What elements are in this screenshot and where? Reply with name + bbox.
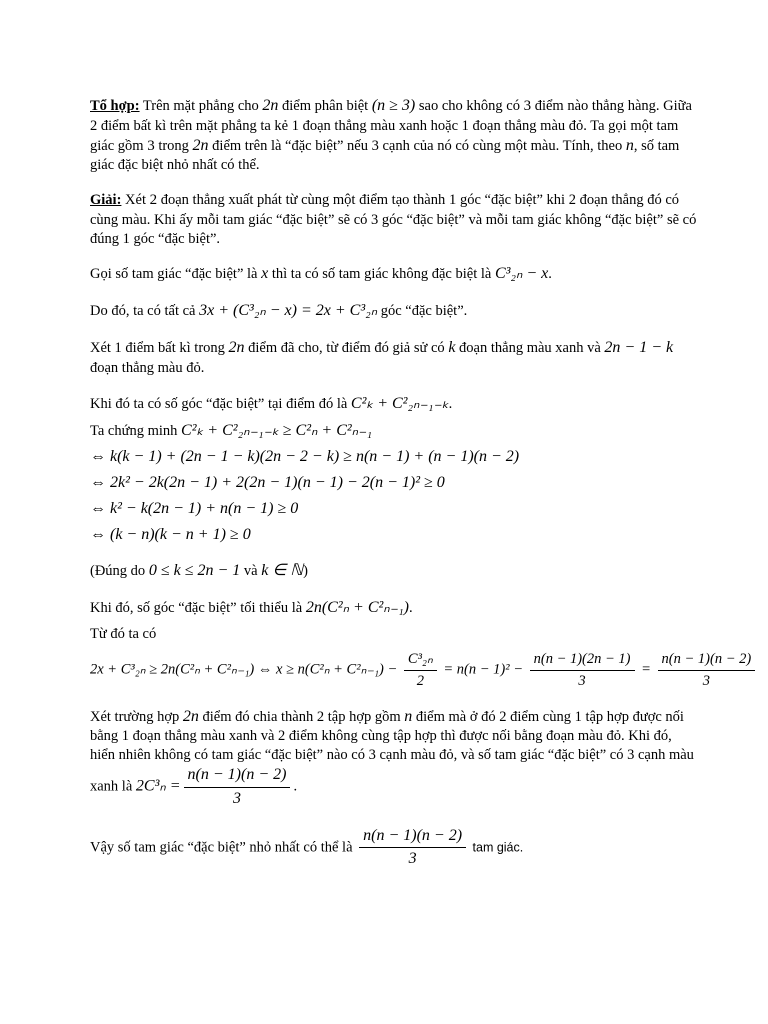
paragraph-minimum-angles: Khi đó, số góc “đặc biệt” tối thiểu là 2n(C²ₙ + C²ₙ₋₁). <box>90 599 413 617</box>
main-inequality: 2x + C³₂ₙ ≥ 2n(C²ₙ + C²ₙ₋₁) ⇔ x ≥ n(C²ₙ + C²ₙ₋₁) − $\frac{\text{C³₂ₙ}}{2}$ = n(n − 1)² − $\frac{n(n - 1)(2n - 1)}{3}$ = $\frac{n(n - 1)(n - 2)}{3}$ <box>90 650 700 691</box>
paragraph-conclusion: Vậy số tam giác “đặc biệt” nhỏ nhất có thể là $\frac{n(n - 1)(n - 2)}{3}$ tam giác. <box>90 826 700 871</box>
math-2n: 2n <box>262 97 279 114</box>
fraction-3: $\frac{n(n - 1)(n - 2)}{3}$ <box>658 650 756 691</box>
paragraph-prove: Ta chứng minh C²ₖ + C²₂ₙ₋₁₋ₖ ≥ C²ₙ + C²ₙ₋₁ <box>90 421 373 439</box>
paragraph-count-nonspecial: Gọi số tam giác “đặc biệt” là x thì ta có số tam giác không đặc biệt là C³₂ₙ − x. <box>90 265 552 283</box>
equivalence-line-2: ⇔ 2k² − 2k(2n − 1) + 2(2n − 1)(n − 1) − 2(n − 1)² ≥ 0 <box>90 474 445 492</box>
solution-paragraph: Giải: Xét 2 đoạn thẳng xuất phát từ cùng một điểm tạo thành 1 góc “đặc biệt” khi 2 đoạn thẳng đó có cùng màu. Khi ấy mỗi tam giác “đặc biệt” sẽ có 3 góc “đặc biệt” và mỗi tam giác không “đặc biệt” sẽ có đúng 1 góc “đặc biệt”. <box>90 192 697 247</box>
document-page <box>90 96 752 876</box>
paragraph-angles-at-point: Khi đó ta có số góc “đặc biệt” tại điểm đó là C²ₖ + C²₂ₙ₋₁₋ₖ. <box>90 394 453 412</box>
paragraph-therefore: Từ đó ta có <box>90 626 157 643</box>
paragraph-total-angles: Do đó, ta có tất cả 3x + (C³₂ₙ − x) = 2x + C³₂ₙ góc “đặc biệt”. <box>90 302 468 320</box>
math-condition: (n ≥ 3) <box>371 97 416 114</box>
fraction-answer: $\frac{n(n - 1)(n - 2)}{3}$ <box>359 826 466 871</box>
math-3: 3 <box>523 98 532 114</box>
fraction-1: $\frac{\text{C³₂ₙ}}{2}$ <box>404 650 437 691</box>
solution-heading: Giải: <box>90 192 122 209</box>
problem-paragraph: Tổ hợp: Trên mặt phẳng cho 2n điểm phân biệt (n ≥ 3) sao cho không có 3 điểm nào thẳng hàng. Giữa 2 điểm bất kì trên mặt phẳng ta kẻ 1 đoạn thẳng màu xanh hoặc 1 đoạn thẳng màu đỏ. Ta gọi một tam giác gồm 3 trong 2n điểm trên là “đặc biệt” nếu 3 cạnh của nó có cùng một màu. Tính, theo n, số tam giác đặc biệt nhỏ nhất có thể. <box>90 97 692 174</box>
paragraph-construction: Xét trường hợp 2n điểm đó chia thành 2 tập hợp gồm n điểm mà ở đó 2 điểm cùng 1 tập hợp được nối bằng 1 đoạn thẳng màu xanh và 2 điểm không cùng tập hợp thì được nối bằng đoạn màu đỏ. Khi đó, hiển nhiên không có tam giác “đặc biệt” nào có 3 cạnh màu đỏ, và số tam giác “đặc biệt” có 3 cạnh màu xanh là 2C³ₙ = $\frac{n(n - 1)(n - 2)}{3}$ . <box>90 707 700 810</box>
equivalence-line-1: ⇔ k(k − 1) + (2n − 1 − k)(2n − 2 − k) ≥ n(n − 1) + (n − 1)(n − 2) <box>90 448 520 466</box>
equivalence-line-3: ⇔ k² − k(2n − 1) + n(n − 1) ≥ 0 <box>90 499 299 517</box>
paragraph-point-segments: Xét 1 điểm bất kì trong 2n điểm đã cho, từ điểm đó giả sử có k đoạn thẳng màu xanh và 2n − 1 − k đoạn thẳng màu đỏ. <box>90 339 674 376</box>
paragraph-justification: (Đúng do 0 ≤ k ≤ 2n − 1 và k ∈ ℕ) <box>90 562 308 580</box>
fraction-blue-triangles: $\frac{n(n - 1)(n - 2)}{3}$ <box>184 765 291 810</box>
equivalence-line-4: ⇔ (k − n)(k − n + 1) ≥ 0 <box>90 525 251 543</box>
problem-heading: Tổ hợp: <box>90 98 140 114</box>
fraction-2: $\frac{n(n - 1)(2n - 1)}{3}$ <box>530 650 635 691</box>
